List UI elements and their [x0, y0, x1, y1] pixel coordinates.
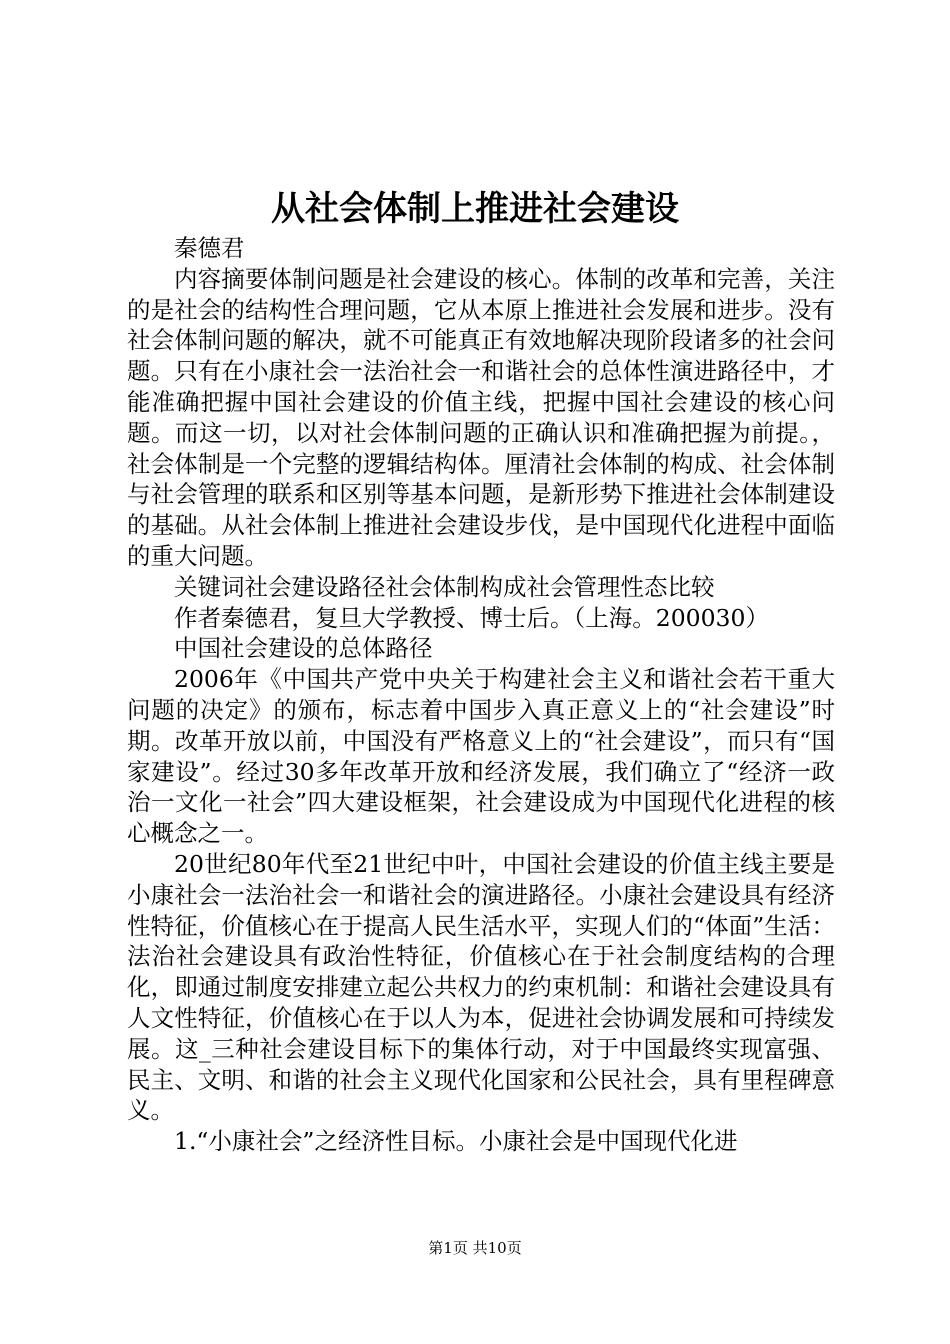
author-line: 秦德君 [174, 234, 245, 262]
document-body [127, 233, 835, 1157]
paragraph-author-info: 作者秦德君，复旦大学教授、博士后。（上海。200030） [174, 603, 769, 632]
page-footer: 第1页 共10页 [428, 1239, 522, 1257]
document-title: 从社会体制上推进社会建设 [271, 189, 679, 229]
paragraph-body-1: 2006年《中国共产党中央关于构建社会主义和谐社会若干重大问题的决定》的颁布，标志着中国步入真正意义上的“社会建设”时期。改革开放以前，中国没有严格意义上的“社会建设”，而只有“国家建设”。经过30多年改革开放和经济发展，我们确立了“经济一政治一文化一社会”四大建设框架，社会建设成为中国现代化进程的核心概念之一。 [127, 665, 835, 848]
paragraph-keywords: 关键词社会建设路径社会体制构成社会管理性态比较 [174, 572, 715, 601]
paragraph-body-2: 20世纪80年代至21世纪中叶，中国社会建设的价值主线主要是小康社会一法治社会一和谐社会的演进路径。小康社会建设具有经济性特征，价值核心在于提高人民生活水平，实现人们的“体面”生活：法治社会建设具有政治性特征，价值核心在于社会制度结构的合理化，即通过制度安排建立起公共权力的约束机制：和谐社会建设具有人文性特征，价值核心在于以人为本，促进社会协调发展和可持续发展。这_三种社会建设目标下的集体行动，对于中国最终实现富强、民主、文明、和谐的社会主义现代化国家和公民社会，具有里程碑意义。 [127, 849, 835, 1125]
paragraph-abstract: 内容摘要体制问题是社会建设的核心。体制的改革和完善，关注的是社会的结构性合理问题，它从本原上推进社会发展和进步。没有社会体制问题的解决，就不可能真正有效地解决现阶段诸多的社会问题。只有在小康社会一法治社会一和谐社会的总体性演进路径中，才能准确把握中国社会建设的价值主线，把握中国社会建设的核心问题。而这一切，以对社会体制问题的正确认识和准确把握为前提。，社会体制是一个完整的逻辑结构体。厘清社会体制的构成、社会体制与社会管理的联系和区别等基本问题，是新形势下推进社会体制建设的基础。从社会体制上推进社会建设步伐，是中国现代化进程中面临的重大问题。 [127, 264, 835, 570]
paragraph-body-3: 1.“小康社会”之经济性目标。小康社会是中国现代化进 [174, 1127, 738, 1156]
section-heading: 中国社会建设的总体路径 [174, 634, 433, 663]
